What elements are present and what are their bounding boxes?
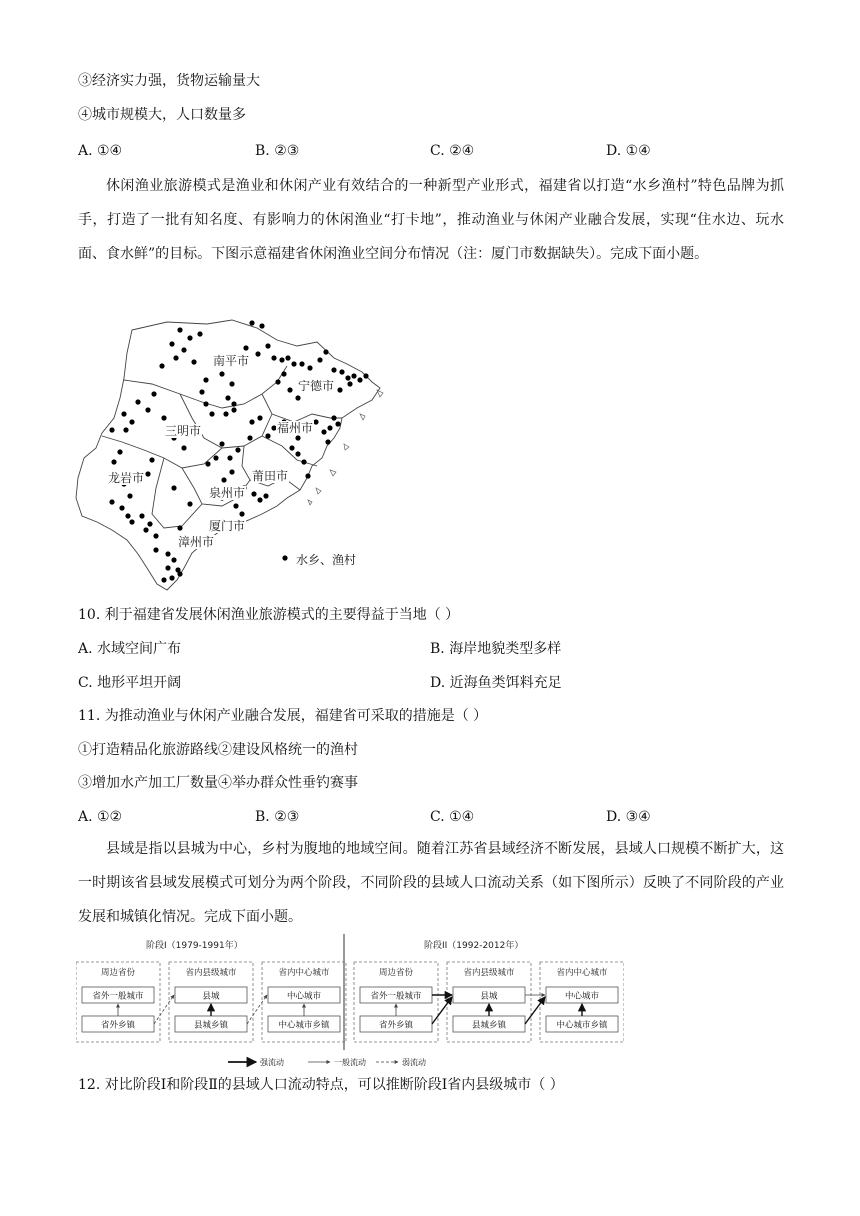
dot bbox=[177, 525, 182, 530]
stage2-title: 阶段II（1992-2012年） bbox=[424, 941, 524, 951]
stage2-group-label: 省内中心城市 bbox=[556, 968, 608, 978]
q11-choice-c: C. ①④ bbox=[430, 809, 475, 825]
passage-fujian: 休闲渔业旅游模式是渔业和休闲产业有效结合的一种新型产业形式，福建省以打造“水乡渔村”特色品牌为抓手，打造了一批有知名度、有影响力的休闲渔业“打卡地”，推动渔业与休闲产业融合发展，实现“住水边、玩水面、食水鲜”的目标。下图示意福建省休闲渔业空间分布情况（注：厦门市数据缺失）。完成下面小题。 bbox=[78, 178, 784, 262]
dot bbox=[271, 355, 276, 360]
dot bbox=[275, 379, 280, 384]
dot bbox=[187, 335, 192, 340]
dot bbox=[187, 501, 192, 506]
dot bbox=[129, 419, 134, 424]
dot bbox=[181, 347, 186, 352]
dot bbox=[197, 331, 202, 336]
dot bbox=[203, 401, 208, 406]
dot bbox=[199, 389, 204, 394]
dot bbox=[299, 361, 304, 366]
label-xiamen: 厦门市 bbox=[209, 519, 246, 533]
dot bbox=[147, 521, 152, 526]
option-3-text: ③经济实力强，货物运输量大 bbox=[78, 73, 260, 89]
dot bbox=[317, 357, 322, 362]
q11-stem: 11. 为推动渔业与休闲产业融合发展，福建省可采取的措施是（ ） bbox=[78, 708, 488, 724]
legend-strong: 强流动 bbox=[260, 1058, 284, 1067]
dot bbox=[205, 461, 210, 466]
stage1-title: 阶段I（1979-1991年） bbox=[146, 941, 243, 951]
dot bbox=[117, 449, 122, 454]
q10-option-c: C. 地形平坦开阔 bbox=[78, 675, 182, 691]
q10-option-b: B. 海岸地貌类型多样 bbox=[430, 641, 562, 657]
dot bbox=[161, 415, 166, 420]
dot bbox=[177, 327, 182, 332]
legend-weak: 弱流动 bbox=[402, 1058, 426, 1067]
dot bbox=[145, 471, 150, 476]
q10-option-a: A. 水域空间广布 bbox=[78, 641, 182, 657]
dot bbox=[145, 407, 150, 412]
stage1-arrow bbox=[154, 995, 174, 1024]
passage-jiangsu: 县域是指以县城为中心，乡村为腹地的地域空间。随着江苏省县域经济不断发展，县域人口规模不断扩大，这一时期该省县域发展模式可划分为两个阶段，不同阶段的县域人口流动关系（如下图所示）反映了不同阶段的产业发展和城镇化情况。完成下面小题。 bbox=[78, 841, 784, 925]
dot bbox=[135, 399, 140, 404]
dot bbox=[281, 371, 286, 376]
dot bbox=[149, 457, 154, 462]
map-legend-label: 水乡、渔村 bbox=[296, 553, 357, 567]
dot bbox=[339, 369, 344, 374]
dot bbox=[289, 445, 294, 450]
population-flow-diagram bbox=[76, 934, 624, 1072]
border-zhangzhou bbox=[152, 458, 202, 528]
dot bbox=[265, 433, 270, 438]
dot bbox=[251, 491, 256, 496]
stage1-arrow bbox=[247, 995, 267, 1024]
stage1-box-label: 县城乡镇 bbox=[193, 1020, 229, 1031]
dot bbox=[307, 365, 312, 370]
q11-choice-d: D. ③④ bbox=[606, 809, 651, 825]
stage2-box-label: 中心城市乡镇 bbox=[556, 1020, 608, 1031]
dot bbox=[213, 455, 218, 460]
dot bbox=[231, 401, 236, 406]
dot bbox=[259, 323, 264, 328]
dot bbox=[225, 395, 230, 400]
legend-normal: 一般流动 bbox=[334, 1058, 366, 1067]
dot bbox=[301, 459, 306, 464]
dot bbox=[257, 415, 262, 420]
dot bbox=[345, 375, 350, 380]
dot bbox=[181, 445, 186, 450]
choice-d: D. ①④ bbox=[606, 143, 651, 159]
stage1-box-label: 省外乡镇 bbox=[100, 1020, 136, 1031]
dot bbox=[337, 387, 342, 392]
dot bbox=[325, 439, 330, 444]
stage2-box-label: 县城乡镇 bbox=[471, 1020, 507, 1031]
q10-stem: 10. 利于福建省发展休闲渔业旅游模式的主要得益于当地（ ） bbox=[78, 607, 460, 623]
dot bbox=[235, 447, 240, 452]
dot bbox=[305, 473, 310, 478]
dot bbox=[249, 320, 254, 325]
label-putian: 莆田市 bbox=[252, 469, 289, 483]
border-ningde bbox=[262, 394, 342, 422]
stage2-box-label: 县城 bbox=[480, 991, 498, 1002]
border-fuzhou bbox=[262, 436, 317, 466]
stage2-box-label: 中心城市 bbox=[564, 991, 600, 1002]
dot bbox=[143, 527, 148, 532]
stage2-arrow bbox=[432, 997, 452, 1024]
dot bbox=[295, 451, 300, 456]
dot bbox=[229, 381, 234, 386]
dot bbox=[231, 407, 236, 412]
dot bbox=[313, 419, 318, 424]
stage1-group-label: 周边省份 bbox=[100, 968, 136, 978]
stage1-group-label: 省内县级城市 bbox=[185, 968, 237, 978]
dot bbox=[247, 435, 252, 440]
label-sanming: 三明市 bbox=[165, 424, 202, 438]
dot bbox=[331, 367, 336, 372]
q12-stem: 12. 对比阶段Ⅰ和阶段Ⅱ的县域人口流动特点，可以推断阶段Ⅰ省内县级城市（ ） bbox=[78, 1077, 564, 1093]
label-longyan: 龙岩市 bbox=[108, 471, 145, 485]
dot bbox=[121, 411, 126, 416]
dot bbox=[139, 513, 144, 518]
stage1-box-label: 县城 bbox=[202, 991, 220, 1002]
dot bbox=[221, 477, 226, 482]
dot bbox=[191, 359, 196, 364]
dot bbox=[243, 345, 248, 350]
stage1-box-label: 中心城市 bbox=[286, 991, 322, 1002]
dot bbox=[169, 341, 174, 346]
dot bbox=[219, 441, 224, 446]
dot bbox=[161, 577, 166, 582]
choice-a: A. ①④ bbox=[78, 143, 123, 159]
dot bbox=[227, 455, 232, 460]
choice-b: B. ②③ bbox=[255, 143, 300, 159]
dot bbox=[203, 377, 208, 382]
label-ningde: 宁德市 bbox=[298, 379, 335, 393]
dot bbox=[171, 485, 176, 490]
q10-option-d: D. 近海鱼类饵料充足 bbox=[430, 675, 562, 691]
dot bbox=[285, 355, 290, 360]
legend-dot bbox=[282, 555, 287, 560]
stage2-group-label: 省内县级城市 bbox=[463, 968, 515, 978]
island-6 bbox=[308, 500, 312, 505]
q11-items-1: ①打造精品化旅游路线②建设风格统一的渔村 bbox=[78, 742, 358, 758]
dot bbox=[159, 363, 164, 368]
q11-choice-a: A. ①② bbox=[78, 809, 123, 825]
dot bbox=[151, 391, 156, 396]
dot bbox=[347, 381, 352, 386]
fujian-map bbox=[72, 318, 397, 596]
dot bbox=[335, 421, 340, 426]
dot bbox=[209, 411, 214, 416]
dot bbox=[357, 377, 362, 382]
dot bbox=[291, 361, 296, 366]
dot bbox=[331, 415, 336, 420]
dot bbox=[239, 511, 244, 516]
dot bbox=[165, 565, 170, 570]
dot bbox=[351, 373, 356, 378]
dot bbox=[255, 351, 260, 356]
dot bbox=[363, 373, 368, 378]
dot bbox=[265, 343, 270, 348]
label-zhangzhou: 漳州市 bbox=[178, 535, 215, 549]
dot bbox=[257, 497, 262, 502]
dot bbox=[249, 419, 254, 424]
dot bbox=[171, 557, 176, 562]
dot bbox=[233, 503, 238, 508]
border-putian bbox=[242, 446, 300, 490]
dot bbox=[111, 459, 116, 464]
stage1-box-label: 省外一般城市 bbox=[92, 991, 144, 1002]
stage1-group-label: 省内中心城市 bbox=[278, 968, 330, 978]
choice-c: C. ②④ bbox=[430, 143, 475, 159]
q11-items-2: ③增加水产加工厂数量④举办群众性垂钓赛事 bbox=[78, 775, 358, 791]
label-nanping: 南平市 bbox=[213, 354, 250, 368]
label-fuzhou: 福州市 bbox=[277, 421, 314, 435]
dot bbox=[219, 371, 224, 376]
dot bbox=[109, 427, 114, 432]
dot bbox=[177, 571, 182, 576]
stage1-box-label: 中心城市乡镇 bbox=[278, 1020, 330, 1031]
island-4 bbox=[330, 470, 336, 476]
dot bbox=[129, 519, 134, 524]
border-sanming bbox=[180, 394, 272, 448]
dot bbox=[295, 395, 300, 400]
dot bbox=[153, 533, 158, 538]
dot bbox=[321, 429, 326, 434]
island-3 bbox=[344, 444, 349, 450]
dot bbox=[169, 575, 174, 580]
dot bbox=[123, 427, 128, 432]
stage2-group-label: 周边省份 bbox=[378, 968, 414, 978]
label-quanzhou: 泉州市 bbox=[209, 486, 246, 500]
dot bbox=[279, 357, 284, 362]
dot bbox=[229, 469, 234, 474]
dot bbox=[295, 435, 300, 440]
dot bbox=[127, 493, 132, 498]
dot bbox=[323, 349, 328, 354]
dot bbox=[263, 493, 268, 498]
stage2-box-label: 省外一般城市 bbox=[370, 991, 422, 1002]
q11-choice-b: B. ②③ bbox=[255, 809, 300, 825]
dot bbox=[109, 499, 114, 504]
island-5 bbox=[316, 488, 321, 494]
stage2-arrow bbox=[525, 997, 545, 1024]
dot bbox=[173, 355, 178, 360]
dot bbox=[119, 505, 124, 510]
island-2 bbox=[360, 414, 365, 420]
flow-diagram-svg bbox=[76, 934, 624, 1072]
dot bbox=[153, 547, 158, 552]
dot bbox=[165, 551, 170, 556]
option-4-text: ④城市规模大，人口数量多 bbox=[78, 107, 246, 123]
dot bbox=[327, 425, 332, 430]
dot bbox=[223, 411, 228, 416]
stage2-box-label: 省外乡镇 bbox=[378, 1020, 414, 1031]
dot bbox=[125, 513, 130, 518]
dot bbox=[287, 387, 292, 392]
